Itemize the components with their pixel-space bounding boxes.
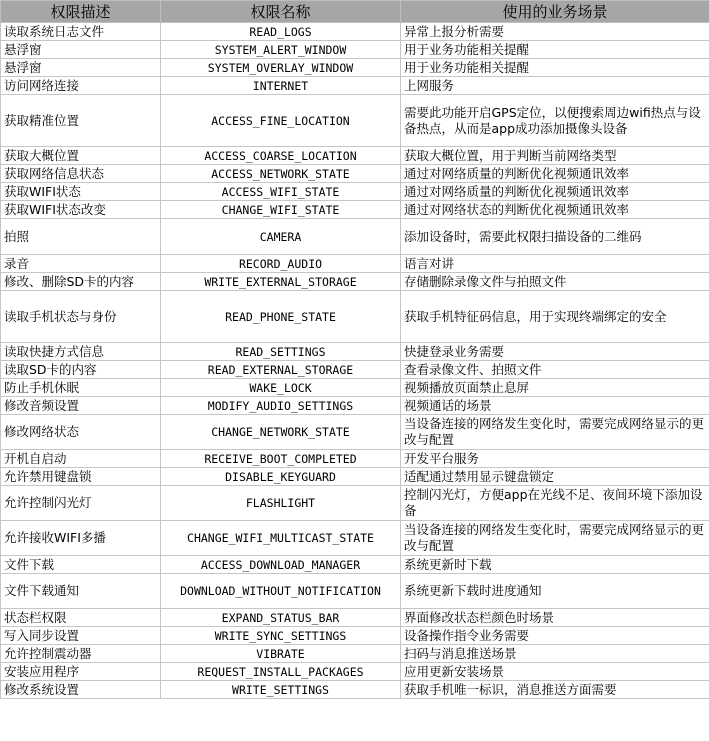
usage-scene-cell: 异常上报分析需要: [401, 23, 709, 41]
usage-scene-cell: 添加设备时，需要此权限扫描设备的二维码: [401, 219, 709, 255]
permission-description-cell: 获取WIFI状态改变: [1, 201, 161, 219]
usage-scene-cell: 当设备连接的网络发生变化时，需要完成网络显示的更改与配置: [401, 415, 709, 450]
usage-scene-cell: 通过对网络状态的判断优化视频通讯效率: [401, 201, 709, 219]
permission-description-cell: 允许禁用键盘锁: [1, 468, 161, 486]
header-description: 权限描述: [1, 1, 161, 23]
permission-name-cell: MODIFY_AUDIO_SETTINGS: [161, 397, 401, 415]
permission-description-cell: 录音: [1, 255, 161, 273]
usage-scene-cell: 视频播放页面禁止息屏: [401, 379, 709, 397]
usage-scene-cell: 获取手机特征码信息，用于实现终端绑定的安全: [401, 291, 709, 343]
permission-description-cell: 修改网络状态: [1, 415, 161, 450]
table-row: [1, 165, 709, 183]
table-row: [1, 663, 709, 681]
permission-description-cell: 允许控制震动器: [1, 645, 161, 663]
permission-name-cell: ACCESS_WIFI_STATE: [161, 183, 401, 201]
usage-scene-cell: 控制闪光灯，方便app在光线不足、夜间环境下添加设备: [401, 486, 709, 521]
table-row: [1, 183, 709, 201]
table-row: [1, 468, 709, 486]
permission-name-cell: EXPAND_STATUS_BAR: [161, 609, 401, 627]
permission-name-cell: FLASHLIGHT: [161, 486, 401, 521]
table-row: [1, 521, 709, 556]
table-body: [1, 23, 709, 699]
permission-description-cell: 状态栏权限: [1, 609, 161, 627]
permission-description-cell: 访问网络连接: [1, 77, 161, 95]
permission-description-cell: 防止手机休眠: [1, 379, 161, 397]
table-row: [1, 23, 709, 41]
usage-scene-cell: 上网服务: [401, 77, 709, 95]
table-row: [1, 273, 709, 291]
usage-scene-cell: 语言对讲: [401, 255, 709, 273]
table-row: [1, 291, 709, 343]
table-row: [1, 574, 709, 609]
table-row: [1, 450, 709, 468]
usage-scene-cell: 界面修改状态栏颜色时场景: [401, 609, 709, 627]
permission-description-cell: 安装应用程序: [1, 663, 161, 681]
permission-description-cell: 修改、删除SD卡的内容: [1, 273, 161, 291]
usage-scene-cell: 通过对网络质量的判断优化视频通讯效率: [401, 165, 709, 183]
header-usage-scene: 使用的业务场景: [401, 1, 709, 23]
usage-scene-cell: 获取大概位置，用于判断当前网络类型: [401, 147, 709, 165]
permission-name-cell: WAKE_LOCK: [161, 379, 401, 397]
header-row: [1, 1, 709, 23]
permission-name-cell: VIBRATE: [161, 645, 401, 663]
permission-description-cell: 读取系统日志文件: [1, 23, 161, 41]
table-row: [1, 95, 709, 147]
permission-name-cell: SYSTEM_ALERT_WINDOW: [161, 41, 401, 59]
permission-name-cell: CHANGE_NETWORK_STATE: [161, 415, 401, 450]
permission-name-cell: DOWNLOAD_WITHOUT_NOTIFICATION: [161, 574, 401, 609]
table-row: [1, 379, 709, 397]
usage-scene-cell: 需要此功能开启GPS定位，以便搜索周边wifi热点与设备热点，从而是app成功添加摄像头设备: [401, 95, 709, 147]
permission-name-cell: CHANGE_WIFI_STATE: [161, 201, 401, 219]
table-row: [1, 59, 709, 77]
permission-description-cell: 悬浮窗: [1, 41, 161, 59]
permission-name-cell: SYSTEM_OVERLAY_WINDOW: [161, 59, 401, 77]
usage-scene-cell: 系统更新下载时进度通知: [401, 574, 709, 609]
permission-description-cell: 写入同步设置: [1, 627, 161, 645]
usage-scene-cell: 存储删除录像文件与拍照文件: [401, 273, 709, 291]
table-row: [1, 361, 709, 379]
permission-name-cell: RECEIVE_BOOT_COMPLETED: [161, 450, 401, 468]
table-row: [1, 486, 709, 521]
table-row: [1, 219, 709, 255]
permission-description-cell: 获取网络信息状态: [1, 165, 161, 183]
usage-scene-cell: 用于业务功能相关提醒: [401, 41, 709, 59]
permission-description-cell: 文件下载通知: [1, 574, 161, 609]
table-row: [1, 645, 709, 663]
permission-description-cell: 拍照: [1, 219, 161, 255]
permission-description-cell: 获取WIFI状态: [1, 183, 161, 201]
permission-description-cell: 修改音频设置: [1, 397, 161, 415]
permission-description-cell: 获取精准位置: [1, 95, 161, 147]
permission-name-cell: CAMERA: [161, 219, 401, 255]
table-row: [1, 609, 709, 627]
table-row: [1, 681, 709, 699]
table-row: [1, 343, 709, 361]
permission-name-cell: WRITE_SETTINGS: [161, 681, 401, 699]
permission-name-cell: ACCESS_DOWNLOAD_MANAGER: [161, 556, 401, 574]
usage-scene-cell: 扫码与消息推送场景: [401, 645, 709, 663]
header-permission-name: 权限名称: [161, 1, 401, 23]
usage-scene-cell: 视频通话的场景: [401, 397, 709, 415]
table-row: [1, 41, 709, 59]
table-row: [1, 556, 709, 574]
usage-scene-cell: 获取手机唯一标识，消息推送方面需要: [401, 681, 709, 699]
permission-name-cell: READ_LOGS: [161, 23, 401, 41]
permission-description-cell: 允许接收WIFI多播: [1, 521, 161, 556]
usage-scene-cell: 用于业务功能相关提醒: [401, 59, 709, 77]
permission-name-cell: REQUEST_INSTALL_PACKAGES: [161, 663, 401, 681]
permission-name-cell: ACCESS_FINE_LOCATION: [161, 95, 401, 147]
table-row: [1, 77, 709, 95]
usage-scene-cell: 通过对网络质量的判断优化视频通讯效率: [401, 183, 709, 201]
table-row: [1, 627, 709, 645]
table-row: [1, 415, 709, 450]
usage-scene-cell: 系统更新时下载: [401, 556, 709, 574]
permission-name-cell: RECORD_AUDIO: [161, 255, 401, 273]
usage-scene-cell: 适配通过禁用显示键盘锁定: [401, 468, 709, 486]
permission-name-cell: DISABLE_KEYGUARD: [161, 468, 401, 486]
table-row: [1, 201, 709, 219]
permission-description-cell: 读取手机状态与身份: [1, 291, 161, 343]
permission-description-cell: 读取SD卡的内容: [1, 361, 161, 379]
permission-description-cell: 读取快捷方式信息: [1, 343, 161, 361]
usage-scene-cell: 应用更新安装场景: [401, 663, 709, 681]
permission-name-cell: ACCESS_COARSE_LOCATION: [161, 147, 401, 165]
permission-name-cell: WRITE_SYNC_SETTINGS: [161, 627, 401, 645]
table-row: [1, 255, 709, 273]
table-row: [1, 397, 709, 415]
usage-scene-cell: 查看录像文件、拍照文件: [401, 361, 709, 379]
permission-name-cell: INTERNET: [161, 77, 401, 95]
table-row: [1, 147, 709, 165]
permission-description-cell: 开机自启动: [1, 450, 161, 468]
permission-description-cell: 修改系统设置: [1, 681, 161, 699]
permission-name-cell: CHANGE_WIFI_MULTICAST_STATE: [161, 521, 401, 556]
permission-description-cell: 悬浮窗: [1, 59, 161, 77]
usage-scene-cell: 设备操作指令业务需要: [401, 627, 709, 645]
permission-description-cell: 允许控制闪光灯: [1, 486, 161, 521]
permission-description-cell: 获取大概位置: [1, 147, 161, 165]
permission-name-cell: READ_EXTERNAL_STORAGE: [161, 361, 401, 379]
usage-scene-cell: 开发平台服务: [401, 450, 709, 468]
permission-name-cell: READ_SETTINGS: [161, 343, 401, 361]
permission-name-cell: WRITE_EXTERNAL_STORAGE: [161, 273, 401, 291]
usage-scene-cell: 当设备连接的网络发生变化时，需要完成网络显示的更改与配置: [401, 521, 709, 556]
permission-name-cell: READ_PHONE_STATE: [161, 291, 401, 343]
permission-name-cell: ACCESS_NETWORK_STATE: [161, 165, 401, 183]
permission-description-cell: 文件下载: [1, 556, 161, 574]
usage-scene-cell: 快捷登录业务需要: [401, 343, 709, 361]
